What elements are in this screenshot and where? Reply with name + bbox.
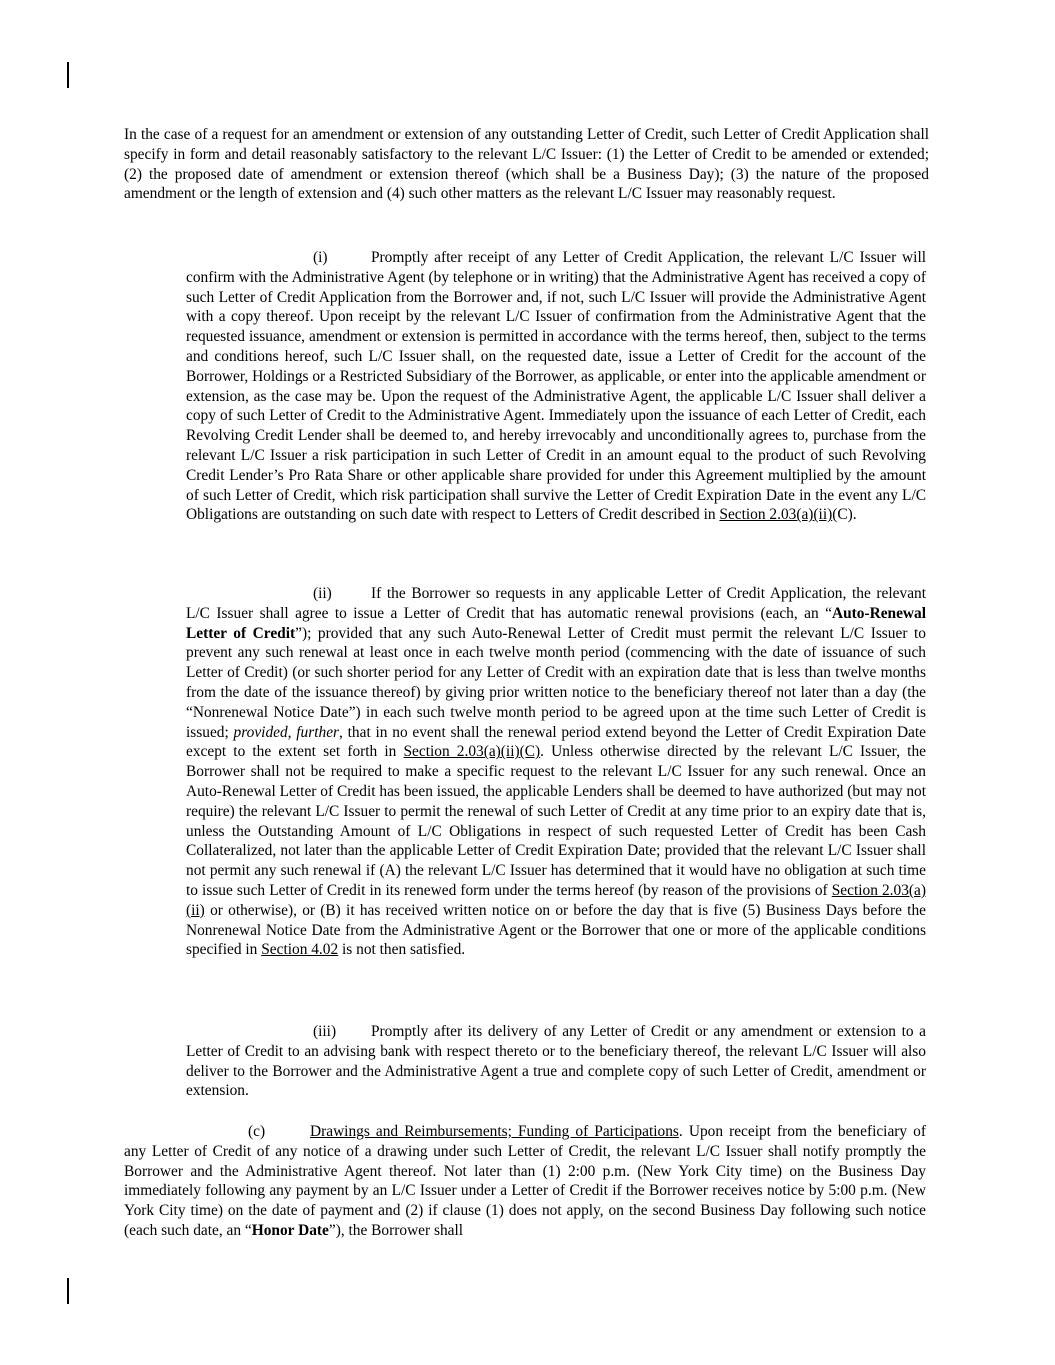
section-heading: Drawings and Reimbursements; Funding of Participations: [310, 1123, 679, 1140]
change-bar-top: [67, 62, 69, 88]
intro-text: In the case of a request for an amendment or extension of any outstanding Letter of Credit, such Letter of Credit Application shall specify in form and detail reasonably satisfactory to the relevant L/C Issuer: (1) the Letter of Credit to be amended or extended; (2) the proposed date of amendment or extension thereof (which shall be a Business Day); (3) the nature of the proposed amendment or the length of extension and (4) such other matters as the relevant L/C Issuer may reasonably request.: [124, 126, 929, 203]
paragraph-iii-text: Promptly after its delivery of any Letter of Credit or any amendment or extension to a Letter of Credit to an advising bank with respect thereto or to the beneficiary thereof, the relevant L/C Issuer will also deliver to the Borrower and the Administrative Agent a true and complete copy of such Letter of Credit, amendment or extension.: [186, 1023, 926, 1100]
defined-term-honor-date: Honor Date: [251, 1221, 329, 1239]
paragraph-c-text-2: ”), the Borrower shall: [328, 1221, 464, 1239]
paragraph-i-text: Promptly after receipt of any Letter of Credit Application, the relevant L/C Issuer will confirm with the Administrative Agent (by telephone or in writing) that the Administrative Agent has received a copy of such Letter of Credit Application from the Borrower and, if not, such L/C Issuer will provide the Administrative Agent with a copy thereof. Upon receipt by the relevant L/C Issuer of confirmation from the Administrative Agent that the requested issuance, amendment or extension is permitted in accordance with the terms hereof, then, subject to the terms and conditions hereof, such L/C Issuer shall, on the requested date, issue a Letter of Credit for the account of the Borrower, Holdings or a Restricted Subsidiary of the Borrower, as applicable, or enter into the applicable amendment or extension, as the case may be. Upon the request of the Administrative Agent, the applicable L/C Issuer shall deliver a copy of such Letter of Credit to the Administrative Agent. Immediately upon the issuance of each Letter of Credit, each Revolving Credit Lender shall be deemed to, and hereby irrevocably and unconditionally agrees to, purchase from the relevant L/C Issuer a risk participation in such Letter of Credit in an amount equal to the product of such Revolving Credit Lender’s Pro Rata Share or other applicable share provided for under this Agreement multiplied by the amount of such Letter of Credit, which risk participation shall survive the Letter of Credit Expiration Date in the event any L/C Obligations are outstanding on such date with respect to Letters of Credit described in: [186, 249, 926, 524]
paragraph-ii-text-4: . Unless otherwise directed by the relevant L/C Issuer, the Borrower shall not be required to make a specific request to the relevant L/C Issuer for any such renewal. Once an Auto-Renewal Letter of Credit has been issued, the applicable Lenders shall be deemed to have authorized (but may not require) the relevant L/C Issuer to permit the renewal of such Letter of Credit at any time prior to an expiry date that is, unless the Outstanding Amount of L/C Obligations in respect of such requested Letter of Credit has been Cash Collateralized, not later than the applicable Letter of Credit Expiration Date; provided that the relevant L/C Issuer shall not permit any such renewal if (A) the relevant L/C Issuer has determined that it would have no obligation at such time to issue such Letter of Credit in its renewed form under the terms hereof (by reason of the provisions of: [186, 743, 926, 899]
intro-paragraph: [124, 125, 929, 204]
paragraph-i: [186, 248, 926, 525]
paragraph-c-text-1: . Upon receipt from the beneficiary of any Letter of Credit of any notice of a drawing under such Letter of Credit, the relevant L/C Issuer shall notify promptly the Borrower and the Administrative Agent thereof. Not later than (1) 2:00 p.m. (New York City time) on the Business Day immediately following any payment by an L/C Issuer under a Letter of Credit if the Borrower receives notice by 5:00 p.m. (New York City time) on the date of payment and (2) if clause (1) does not apply, on the second Business Day following such notice (each such date, an “: [124, 1123, 926, 1239]
paragraph-ii-text-6: is not then satisfied.: [338, 941, 466, 959]
defined-term-auto-renewal: Auto-Renewal Letter of Credit: [186, 604, 926, 642]
paragraph-iii: [186, 1022, 926, 1101]
section-reference-link[interactable]: Section 4.02: [261, 941, 339, 959]
paragraph-ii-text-3: , that in no event shall the renewal period extend beyond the Letter of Credit Expiration Date except to the extent set forth in: [186, 723, 926, 761]
paragraph-c: [124, 1122, 926, 1241]
paragraph-i-tail: (C).: [832, 506, 857, 524]
paragraph-number-iii: (iii): [313, 1023, 337, 1040]
proviso-italic: provided, further: [233, 723, 340, 741]
section-reference-link[interactable]: Section 2.03(a)(ii): [186, 881, 926, 919]
paragraph-ii-text-1: If the Borrower so requests in any applicable Letter of Credit Application, the relevant L/C Issuer shall agree to issue a Letter of Credit that has automatic renewal provisions (each, an “: [186, 585, 926, 622]
change-bar-bottom: [67, 1278, 69, 1304]
paragraph-number-ii: (ii): [313, 585, 332, 602]
paragraph-number-c: (c): [248, 1123, 266, 1140]
paragraph-ii-text-5: or otherwise), or (B) it has received written notice on or before the day that is five (5) Business Days before the Nonrenewal Notice Date from the Administrative Agent or the Borrower that one or more of the applicable conditions specified in: [186, 901, 926, 959]
section-reference-link[interactable]: Section 2.03(a)(ii)(C): [403, 743, 541, 761]
paragraph-ii-text-2: ”); provided that any such Auto-Renewal Letter of Credit must permit the relevant L/C Issuer to prevent any such renewal at least once in each twelve month period (commencing with the date of issuance of such Letter of Credit) (or such shorter period for any Letter of Credit with an expiration date that is less than twelve months from the date of the issuance thereof) by giving prior written notice to the beneficiary thereof not later than a day (the “Nonrenewal Notice Date”) in each such twelve month period to be agreed upon at the time such Letter of Credit is issued;: [186, 624, 926, 741]
paragraph-number-i: (i): [313, 249, 328, 266]
section-reference-link[interactable]: Section 2.03(a)(ii): [719, 506, 833, 524]
paragraph-ii: [186, 584, 926, 960]
